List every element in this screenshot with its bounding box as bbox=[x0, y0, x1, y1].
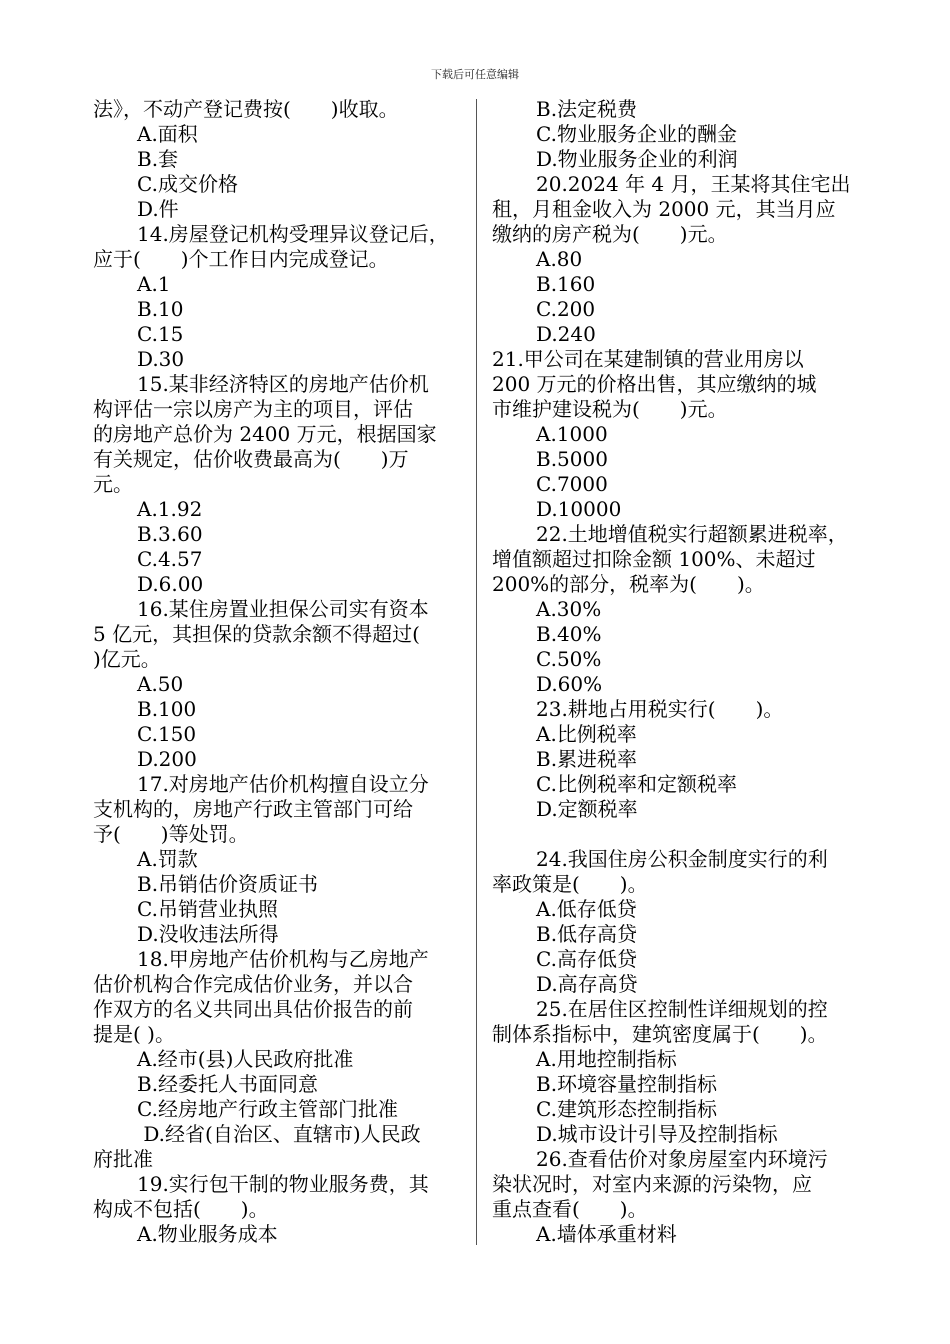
text-line: 染状况时，对室内来源的污染物，应 bbox=[492, 1172, 812, 1196]
text-line: D.240 bbox=[536, 322, 596, 346]
text-line: D.10000 bbox=[536, 497, 622, 521]
text-line: )亿元。 bbox=[93, 647, 161, 671]
text-line: 5 亿元，其担保的贷款余额不得超过( bbox=[93, 622, 420, 646]
text-line: 的房地产总价为 2400 万元，根据国家 bbox=[93, 422, 437, 446]
text-line: 元。 bbox=[93, 472, 133, 496]
text-line: B.环境容量控制指标 bbox=[536, 1072, 718, 1096]
text-line: B.低存高贷 bbox=[536, 922, 638, 946]
text-line: B.吊销估价资质证书 bbox=[137, 872, 319, 896]
text-line: 200 万元的价格出售，其应缴纳的城 bbox=[492, 372, 817, 396]
text-line: A.用地控制指标 bbox=[536, 1047, 677, 1071]
text-line: A.50 bbox=[137, 672, 184, 696]
right-column bbox=[492, 97, 862, 1247]
left-column bbox=[93, 97, 469, 1247]
text-line: C.15 bbox=[137, 322, 184, 346]
text-line: 19.实行包干制的物业服务费，其 bbox=[137, 1172, 429, 1196]
text-line: B.3.60 bbox=[137, 522, 203, 546]
text-line: 作双方的名义共同出具估价报告的前 bbox=[93, 997, 413, 1021]
text-line: 有关规定，估价收费最高为( )万 bbox=[93, 447, 409, 471]
text-line: B.法定税费 bbox=[536, 97, 638, 121]
text-line: C.高存低贷 bbox=[536, 947, 637, 971]
text-line: C.建筑形态控制指标 bbox=[536, 1097, 717, 1121]
text-line: D.30 bbox=[137, 347, 185, 371]
text-line: 制体系指标中，建筑密度属于( )。 bbox=[492, 1022, 828, 1046]
text-line: A.1 bbox=[137, 272, 171, 296]
text-line: 估价机构合作完成估价业务，并以合 bbox=[93, 972, 413, 996]
text-line: D.物业服务企业的利润 bbox=[536, 147, 738, 171]
text-line: C.物业服务企业的酬金 bbox=[536, 122, 737, 146]
text-line: 16.某住房置业担保公司实有资本 bbox=[137, 597, 429, 621]
text-line: C.成交价格 bbox=[137, 172, 238, 196]
text-line: 法》，不动产登记费按( )收取。 bbox=[93, 97, 399, 121]
text-line: C.150 bbox=[137, 722, 197, 746]
text-line bbox=[492, 822, 862, 847]
text-line: 21.甲公司在某建制镇的营业用房以 bbox=[492, 347, 804, 371]
text-line: 200%的部分，税率为( )。 bbox=[492, 572, 765, 596]
text-line: 构成不包括( )。 bbox=[93, 1197, 269, 1221]
text-line: 租，月租金收入为 2000 元，其当月应 bbox=[492, 197, 836, 221]
text-line: B.160 bbox=[536, 272, 596, 296]
text-line: 17.对房地产估价机构擅自设立分 bbox=[137, 772, 429, 796]
text-line: C.200 bbox=[536, 297, 596, 321]
text-line: C.吊销营业执照 bbox=[137, 897, 278, 921]
text-line: B.累进税率 bbox=[536, 747, 638, 771]
text-line: A.30% bbox=[536, 597, 602, 621]
text-line: B.10 bbox=[137, 297, 184, 321]
text-line: A.低存低贷 bbox=[536, 897, 637, 921]
text-line: 15.某非经济特区的房地产估价机 bbox=[137, 372, 429, 396]
text-line: D.60% bbox=[536, 672, 603, 696]
text-line: D.没收违法所得 bbox=[137, 922, 279, 946]
text-line: 增值额超过扣除金额 100%、未超过 bbox=[492, 547, 816, 571]
text-line: 应于( )个工作日内完成登记。 bbox=[93, 247, 389, 271]
text-line: C.50% bbox=[536, 647, 602, 671]
text-line: 率政策是( )。 bbox=[492, 872, 648, 896]
text-line: A.墙体承重材料 bbox=[536, 1222, 677, 1246]
text-line: 20.2024 年 4 月，王某将其住宅出 bbox=[536, 172, 851, 196]
text-line: D.件 bbox=[137, 197, 179, 221]
text-line: 市维护建设税为( )元。 bbox=[492, 397, 728, 421]
text-line: 14.房屋登记机构受理异议登记后， bbox=[137, 222, 449, 246]
text-line: 重点查看( )。 bbox=[492, 1197, 648, 1221]
text-line: 支机构的，房地产行政主管部门可给 bbox=[93, 797, 413, 821]
text-line: A.80 bbox=[536, 247, 583, 271]
text-line: C.比例税率和定额税率 bbox=[536, 772, 737, 796]
text-line: 缴纳的房产税为( )元。 bbox=[492, 222, 728, 246]
text-line: A.罚款 bbox=[137, 847, 198, 871]
text-line: A.经市(县)人民政府批准 bbox=[137, 1047, 354, 1071]
text-line: 府批准 bbox=[93, 1147, 153, 1171]
text-line: B.套 bbox=[137, 147, 179, 171]
column-divider bbox=[476, 99, 477, 1245]
text-line: D.城市设计引导及控制指标 bbox=[536, 1122, 778, 1146]
text-line: C.4.57 bbox=[137, 547, 203, 571]
text-line: A.面积 bbox=[137, 122, 198, 146]
text-line: A.1000 bbox=[536, 422, 608, 446]
text-line: D.定额税率 bbox=[536, 797, 638, 821]
text-line: 26.查看估价对象房屋室内环境污 bbox=[536, 1147, 828, 1171]
text-line: 予( )等处罚。 bbox=[93, 822, 249, 846]
text-line: 23.耕地占用税实行( )。 bbox=[536, 697, 784, 721]
text-line: B.5000 bbox=[536, 447, 608, 471]
text-line: B.100 bbox=[137, 697, 197, 721]
text-line: A.物业服务成本 bbox=[137, 1222, 278, 1246]
text-line: D.高存高贷 bbox=[536, 972, 638, 996]
text-line: B.40% bbox=[536, 622, 602, 646]
text-line: 提是( )。 bbox=[93, 1022, 175, 1046]
text-line: C.经房地产行政主管部门批准 bbox=[137, 1097, 398, 1121]
text-line: 22.土地增值税实行超额累进税率， bbox=[536, 522, 848, 546]
text-line: D.6.00 bbox=[137, 572, 204, 596]
text-line: D.200 bbox=[137, 747, 197, 771]
text-line: D.经省(自治区、直辖市)人民政 bbox=[137, 1122, 421, 1146]
text-line: A.1.92 bbox=[137, 497, 203, 521]
text-line: B.经委托人书面同意 bbox=[137, 1072, 319, 1096]
text-line: 18.甲房地产估价机构与乙房地产 bbox=[137, 947, 429, 971]
text-line: 构评估一宗以房产为主的项目，评估 bbox=[93, 397, 413, 421]
text-line: 24.我国住房公积金制度实行的利 bbox=[536, 847, 828, 871]
text-line: A.比例税率 bbox=[536, 722, 637, 746]
page-header: 下载后可任意编辑 bbox=[431, 68, 519, 81]
text-line: 25.在居住区控制性详细规划的控 bbox=[536, 997, 828, 1021]
text-line: C.7000 bbox=[536, 472, 608, 496]
